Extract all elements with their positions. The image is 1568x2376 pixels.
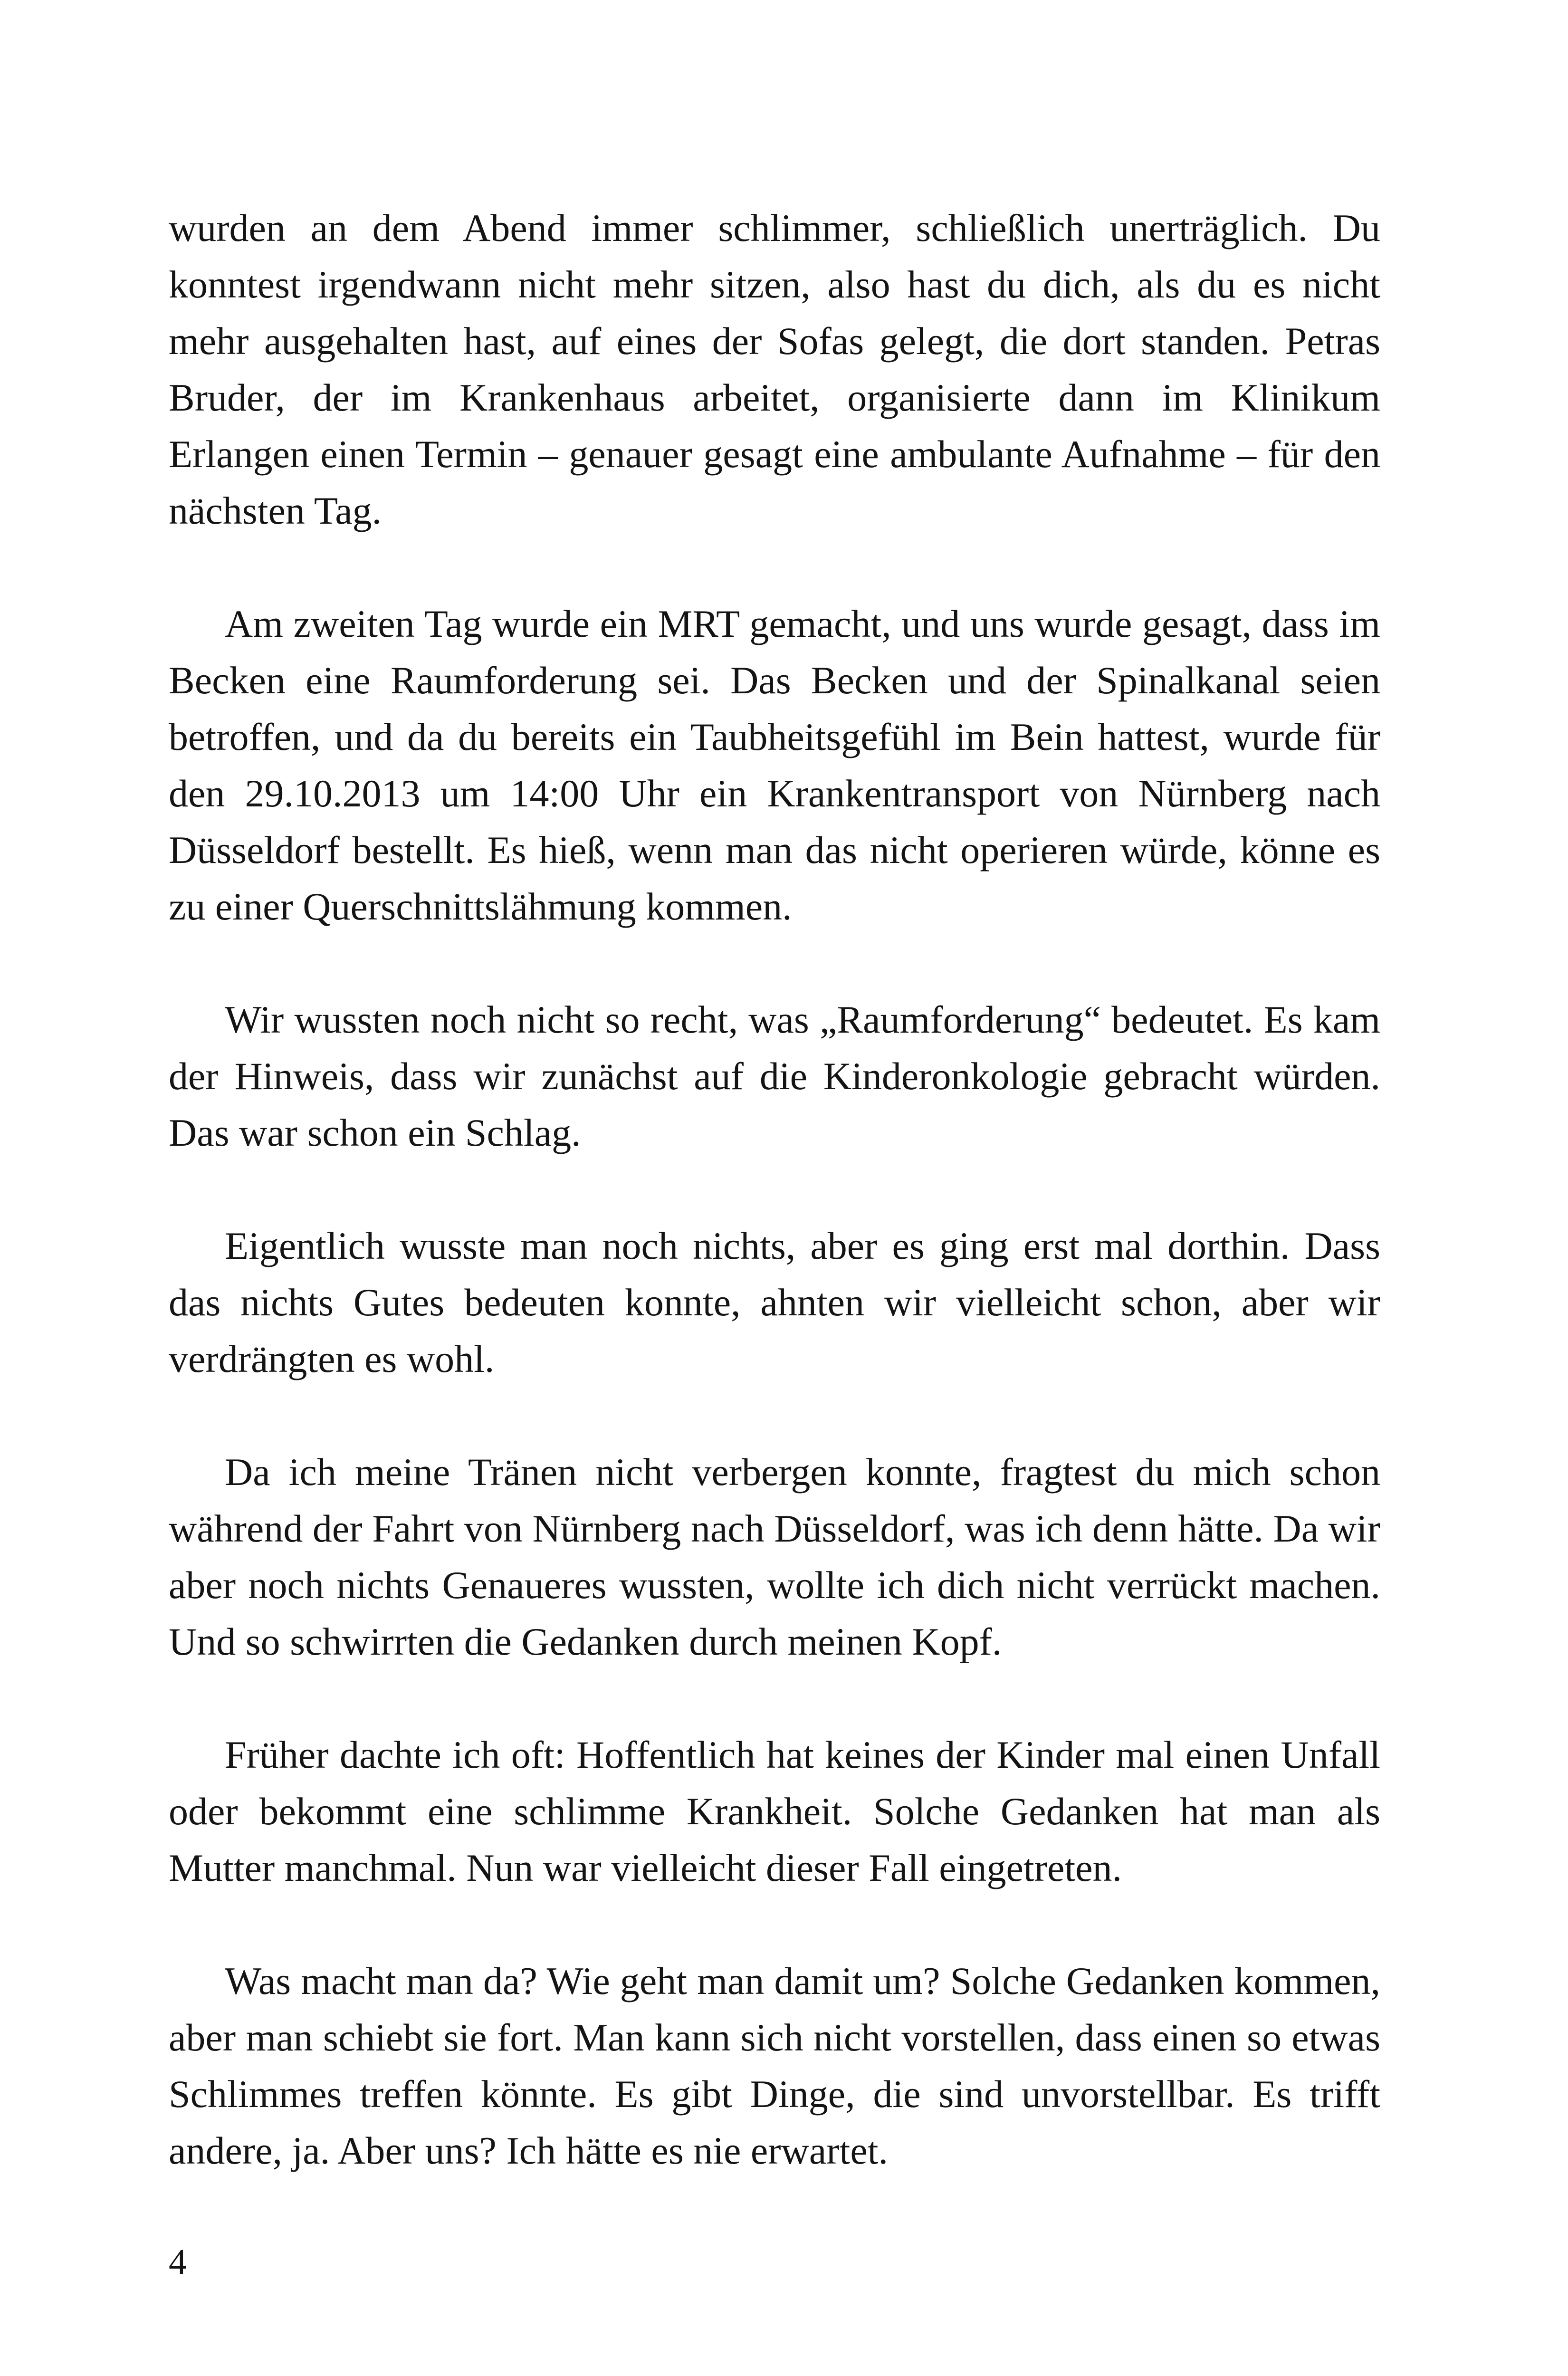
paragraph-5: Da ich meine Tränen nicht verbergen konnte, fragtest du mich schon während der Fahrt von Nürnberg nach Düsseldorf, was ich denn hätte. Da wir aber noch nichts Genaueres wussten, wollte ich dich nicht verrückt machen. Und so schwirrten die Gedanken durch meinen Kopf. xyxy=(169,1450,1380,1663)
paragraph-4: Eigentlich wusste man noch nichts, aber es ging erst mal dorthin. Dass das nichts Gutes bedeuten konnte, ahnten wir vielleicht schon, aber wir verdrängten es wohl. xyxy=(169,1224,1380,1380)
paragraph-1: wurden an dem Abend immer schlimmer, schließlich unerträglich. Du konntest irgendwann nicht mehr sitzen, also hast du dich, als du es nicht mehr ausgehalten hast, auf eines der Sofas gelegt, die dort standen. Petras Bruder, der im Krankenhaus arbeitet, organisierte dann im Klinikum Erlangen einen Termin – genauer gesagt eine ambulante Aufnahme – für den nächsten Tag. xyxy=(169,206,1380,532)
body-text xyxy=(169,200,1380,2179)
paragraph-2: Am zweiten Tag wurde ein MRT gemacht, und uns wurde gesagt, dass im Becken eine Raumforderung sei. Das Becken und der Spinalkanal seien betroffen, und da du bereits ein Taubheitsgefühl im Bein hattest, wurde für den 29.10.2013 um 14:00 Uhr ein Krankentransport von Nürnberg nach Düsseldorf bestellt. Es hieß, wenn man das nicht operieren würde, könne es zu einer Querschnittslähmung kommen. xyxy=(169,602,1380,928)
page-number: 4 xyxy=(169,2242,187,2282)
paragraph-7: Was macht man da? Wie geht man damit um? Solche Gedanken kommen, aber man schiebt sie fort. Man kann sich nicht vorstellen, dass einen so etwas Schlimmes treffen könnte. Es gibt Dinge, die sind unvorstellbar. Es trifft andere, ja. Aber uns? Ich hätte es nie erwartet. xyxy=(169,1959,1380,2172)
paragraph-6: Früher dachte ich oft: Hoffentlich hat keines der Kinder mal einen Unfall oder bekommt eine schlimme Krankheit. Solche Gedanken hat man als Mutter manchmal. Nun war vielleicht dieser Fall eingetreten. xyxy=(169,1733,1380,1889)
paragraph-3: Wir wussten noch nicht so recht, was „Raumforderung“ bedeutet. Es kam der Hinweis, dass wir zunächst auf die Kinderonkologie gebracht würden. Das war schon ein Schlag. xyxy=(169,998,1380,1154)
